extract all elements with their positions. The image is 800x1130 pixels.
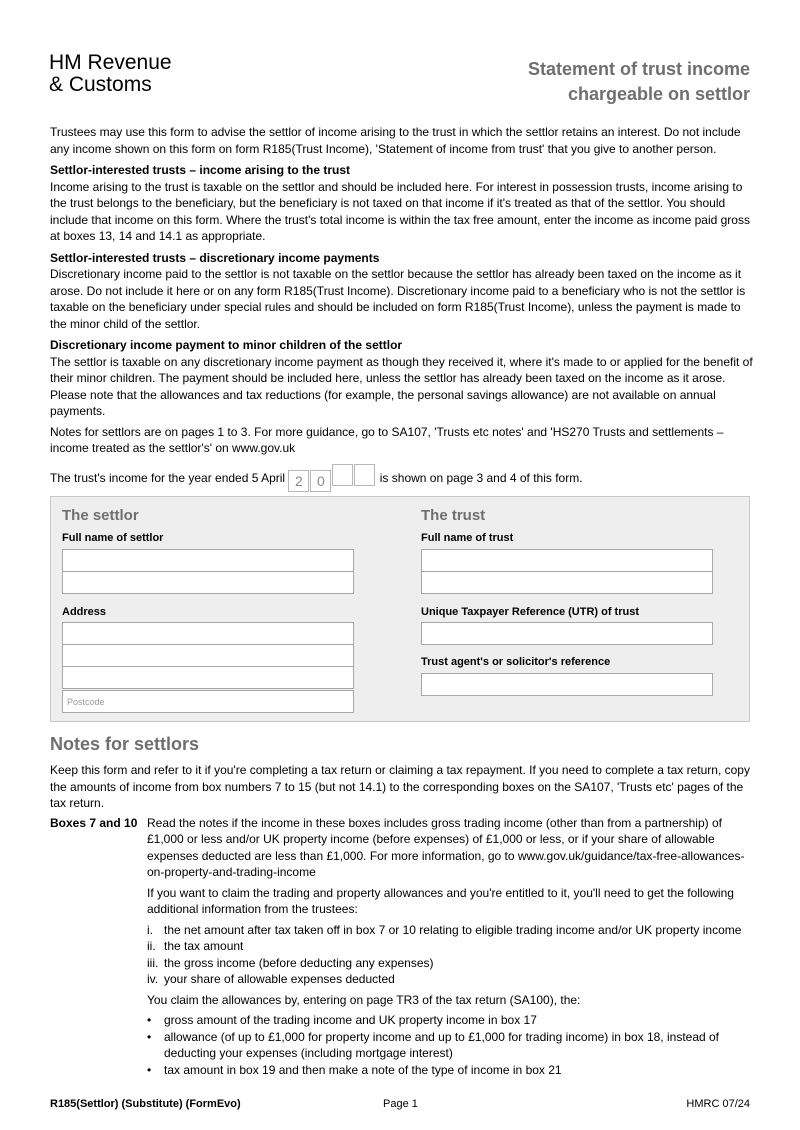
address-field-2[interactable] [62,644,354,667]
boxes-paragraph: If you want to claim the trading and property allowances and you're entitled to it, you'll need to get the following additional information from the trustees: [147,885,734,916]
settlor-trust-panel [50,496,750,722]
boxes-label: Boxes 7 and 10 [50,815,138,830]
bullet-text: tax amount in box 19 and then make a note of the type of income in box 21 [164,1062,562,1077]
year-digit-4[interactable] [354,464,375,486]
trust-name-field-2[interactable] [421,571,713,594]
utr-field[interactable] [421,622,713,645]
logo-line-1: HM Revenue [49,51,172,74]
list-numeral: i. [147,922,153,937]
form-title-line-2: chargeable on settlor [567,84,750,104]
intro-paragraph: Notes for settlors are on pages 1 to 3. For more guidance, go to SA107, 'Trusts etc notes' and 'HS270 Trusts and settlements – income treated as the settlor's' on www.gov.uk [50,424,724,455]
bullet-item [147,1012,750,1029]
list-item [147,938,750,955]
utr-label: Unique Taxpayer Reference (UTR) of trust [421,606,640,618]
settlor-title: The settlor [62,507,139,524]
notes-section [50,762,750,1078]
section-heading: Settlor-interested trusts – discretionary income payments [50,250,380,265]
intro-paragraph: Discretionary income paid to the settlor is not taxable on the settlor because the settlor has already been taxed on the income as it arose. Do not include it here or on any form R185(Trust Income). Discretionary income paid to a beneficiary who is not the settlor is taxable on the beneficiary under special rules and should be included on form R185(Trust Income), unless the payment is made to the minor child of the settlor. [50,267,746,331]
intro-paragraph: Income arising to the trust is taxable on the settlor and should be included here. For interest in possession trusts, income arising to the trust belongs to the beneficiary, but the beneficiary is not taxed on that income if it's treated as that of the settlor. You should include that income on this form. Where the trust's total income is within the tax free amount, enter the income as income paid gross at boxes 13, 14 and 14.1 as appropriate. [50,179,750,243]
agent-reference-label: Trust agent's or solicitor's reference [421,656,611,668]
address-field-3[interactable] [62,666,354,689]
bullet-item [147,1029,750,1062]
list-item [147,922,750,939]
list-text: the gross income (before deducting any expenses) [164,955,434,970]
notes-paragraph: Keep this form and refer to it if you're completing a tax return or claiming a tax repayment. If you need to complete a tax return, copy the amounts of income from box numbers 7 to 15 (but not 14.1) to the corresponding boxes on the SA107, 'Trusts etc' pages of the tax return. [50,763,750,810]
trust-name-field-1[interactable] [421,549,713,572]
postcode-field[interactable]: Postcode [62,690,354,713]
year-suffix: is shown on page 3 and 4 of this form. [379,471,583,485]
trust-name-label: Full name of trust [421,532,514,544]
section-heading: Discretionary income payment to minor children of the settlor [50,338,403,352]
list-numeral: iv. [147,972,159,986]
form-title [528,57,750,107]
intro-paragraph: Trustees may use this form to advise the settlor of income arising to the trust in which the settlor retains an interest. Do not include any income shown on this form on form R185(Trust Income), 'Statement of income from trust' that you give to another person. [50,125,741,156]
boxes-7-10-row [50,815,750,1079]
list-text: your share of allowable expenses deducted [164,972,395,986]
list-item [147,971,750,988]
boxes-paragraph: You claim the allowances by, entering on page TR3 of the tax return (SA100), the: [147,992,581,1007]
bullet-item [147,1062,750,1079]
trust-title: The trust [421,507,486,524]
footer-version: HMRC 07/24 [686,1098,750,1110]
list-text: the tax amount [164,939,244,953]
settlor-name-field-2[interactable] [62,571,354,594]
hmrc-logo [49,52,172,96]
form-title-line-1: Statement of trust income [527,59,750,79]
footer-page-number: Page 1 [383,1098,418,1110]
boxes-paragraph: Read the notes if the income in these boxes includes gross trading income (other than from a partnership) of £1,000 or less and/or UK property income (before expenses) of £1,000 or less, or if your share of allowable expenses deducted are less than £1,000. For more information, go to www.gov.uk/guidance/tax-free-allowances-on-property-and-trading-income [147,815,745,879]
list-numeral: iii. [147,955,159,970]
footer-form-code: R185(Settlor) (Substitute) (FormEvo) [50,1098,241,1110]
address-field-1[interactable] [62,622,354,645]
year-line [50,464,583,492]
bullet-icon: • [147,1062,152,1077]
year-digit-3[interactable] [332,464,353,486]
bullet-icon: • [147,1013,152,1027]
list-item [147,955,750,972]
bullet-list [147,1012,750,1078]
settlor-name-label: Full name of settlor [62,532,164,544]
list-text: the net amount after tax taken off in box 7 or 10 relating to eligible trading income and/or UK property income [164,922,742,937]
info-list [147,922,750,988]
logo-line-2: & Customs [49,73,152,96]
intro-section [50,124,755,461]
settlor-name-field-1[interactable] [62,549,354,572]
year-digit-1[interactable]: 2 [288,470,309,492]
bullet-text: gross amount of the trading income and UK property income in box 17 [164,1013,537,1027]
intro-paragraph: The settlor is taxable on any discretionary income payment as though they received it, where it's made to or applied for the benefit of their minor children. The payment should be included here, unless the settlor has already been taxed on the income as it arose. Please note that the allowances and tax reductions (for example, the personal savings allowance) are not available on annual payments. [50,354,753,418]
notes-heading: Notes for settlors [50,734,200,754]
year-digit-2[interactable]: 0 [310,470,331,492]
boxes-text [147,815,750,1079]
address-label: Address [62,606,107,618]
bullet-text: allowance (of up to £1,000 for property income and up to £1,000 for trading income) in box 18, instead of deducting your expenses (including mortgage interest) [164,1029,720,1060]
bullet-icon: • [147,1029,152,1044]
section-heading: Settlor-interested trusts – income arising to the trust [50,163,351,177]
year-prefix: The trust's income for the year ended 5 April [50,471,286,485]
list-numeral: ii. [147,939,156,953]
agent-reference-field[interactable] [421,673,713,696]
